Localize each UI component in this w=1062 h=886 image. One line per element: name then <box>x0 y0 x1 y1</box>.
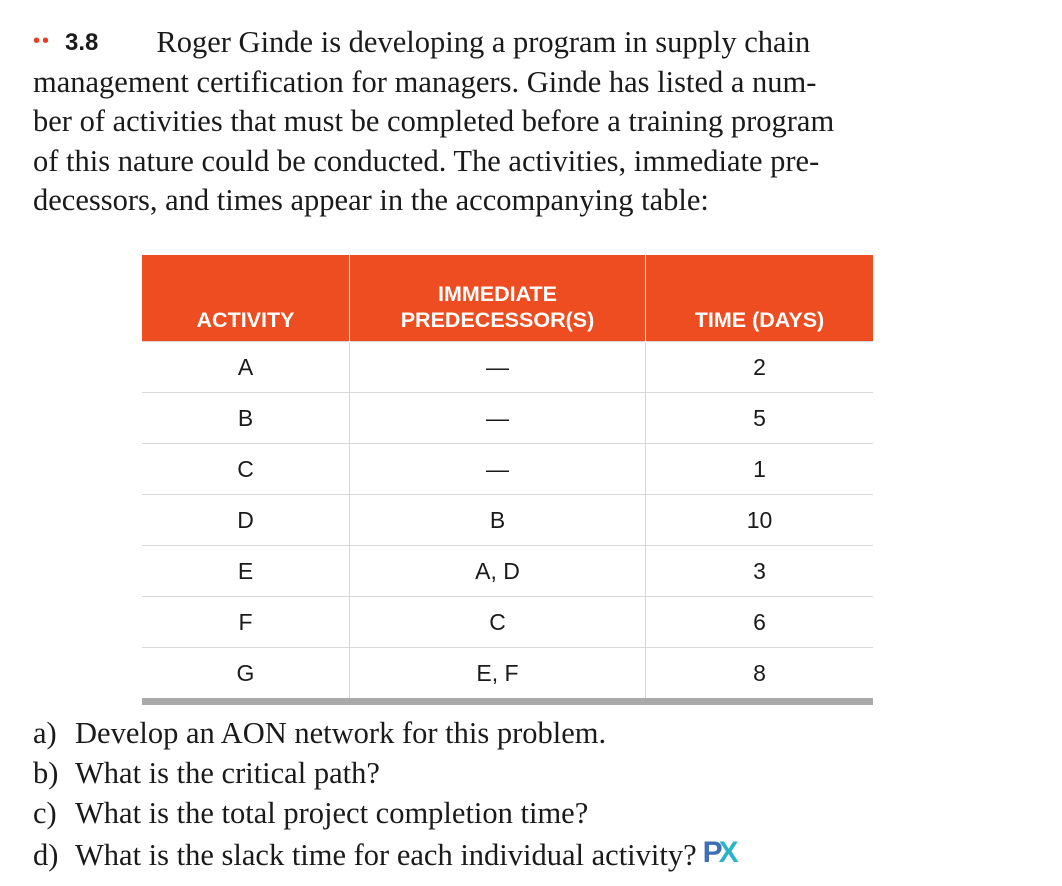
question-letter: a) <box>33 716 57 750</box>
cell-activity: B <box>142 393 350 444</box>
cell-time: 3 <box>646 546 874 597</box>
difficulty-dots: •• <box>33 30 52 52</box>
cell-time: 2 <box>646 342 874 393</box>
header-time: TIME (DAYS) <box>646 255 874 342</box>
header-activity: ACTIVITY <box>142 255 350 342</box>
cell-activity: E <box>142 546 350 597</box>
question-text: Develop an AON network for this problem. <box>75 716 607 750</box>
px-icon[interactable] <box>703 833 735 873</box>
cell-predecessors: — <box>350 342 646 393</box>
px-logo-x: X <box>718 836 735 869</box>
cell-time: 1 <box>646 444 874 495</box>
question-text: What is the critical path? <box>75 756 380 790</box>
problem-text-line: Roger Ginde is developing a program in supply chain <box>156 25 811 59</box>
question-a <box>33 713 735 753</box>
question-b <box>33 753 735 793</box>
cell-activity: G <box>142 648 350 702</box>
question-letter: c) <box>33 796 57 830</box>
problem-number: 3.8 <box>65 29 99 56</box>
cell-activity: A <box>142 342 350 393</box>
problem-text-line: of this nature could be conducted. The activities, immediate pre- <box>33 143 820 178</box>
problem-statement <box>33 22 933 221</box>
px-logo-p: P <box>702 836 719 869</box>
problem-text-line: management certification for managers. Ginde has listed a num- <box>33 64 817 99</box>
cell-activity: D <box>142 495 350 546</box>
table-row <box>142 648 873 702</box>
header-predecessors <box>350 255 646 342</box>
question-list <box>33 713 735 875</box>
header-predecessors-line1: IMMEDIATE <box>437 282 558 306</box>
cell-time: 10 <box>646 495 874 546</box>
table-row <box>142 546 873 597</box>
question-letter: b) <box>33 756 59 790</box>
cell-time: 6 <box>646 597 874 648</box>
problem-text-line: ber of activities that must be completed before a training program <box>33 104 835 138</box>
cell-time: 8 <box>646 648 874 702</box>
cell-predecessors: — <box>350 393 646 444</box>
question-c <box>33 793 735 833</box>
question-d <box>33 833 735 875</box>
cell-time: 5 <box>646 393 874 444</box>
problem-first-line <box>33 22 933 63</box>
problem-text-line: decessors, and times appear in the accompanying table: <box>33 183 709 217</box>
table-row <box>142 342 873 393</box>
table-row <box>142 444 873 495</box>
table-row <box>142 393 873 444</box>
table-row <box>142 597 873 648</box>
cell-activity: C <box>142 444 350 495</box>
question-text: What is the total project completion time? <box>75 796 589 830</box>
table-header-row <box>142 255 873 342</box>
activity-table <box>142 255 873 705</box>
header-predecessors-line2: PREDECESSOR(S) <box>400 308 595 332</box>
cell-predecessors: A, D <box>350 546 646 597</box>
question-text: What is the slack time for each individual activity? <box>75 838 697 872</box>
cell-predecessors: — <box>350 444 646 495</box>
cell-predecessors: E, F <box>350 648 646 702</box>
cell-activity: F <box>142 597 350 648</box>
table-row <box>142 495 873 546</box>
question-letter: d) <box>33 838 59 872</box>
cell-predecessors: C <box>350 597 646 648</box>
cell-predecessors: B <box>350 495 646 546</box>
